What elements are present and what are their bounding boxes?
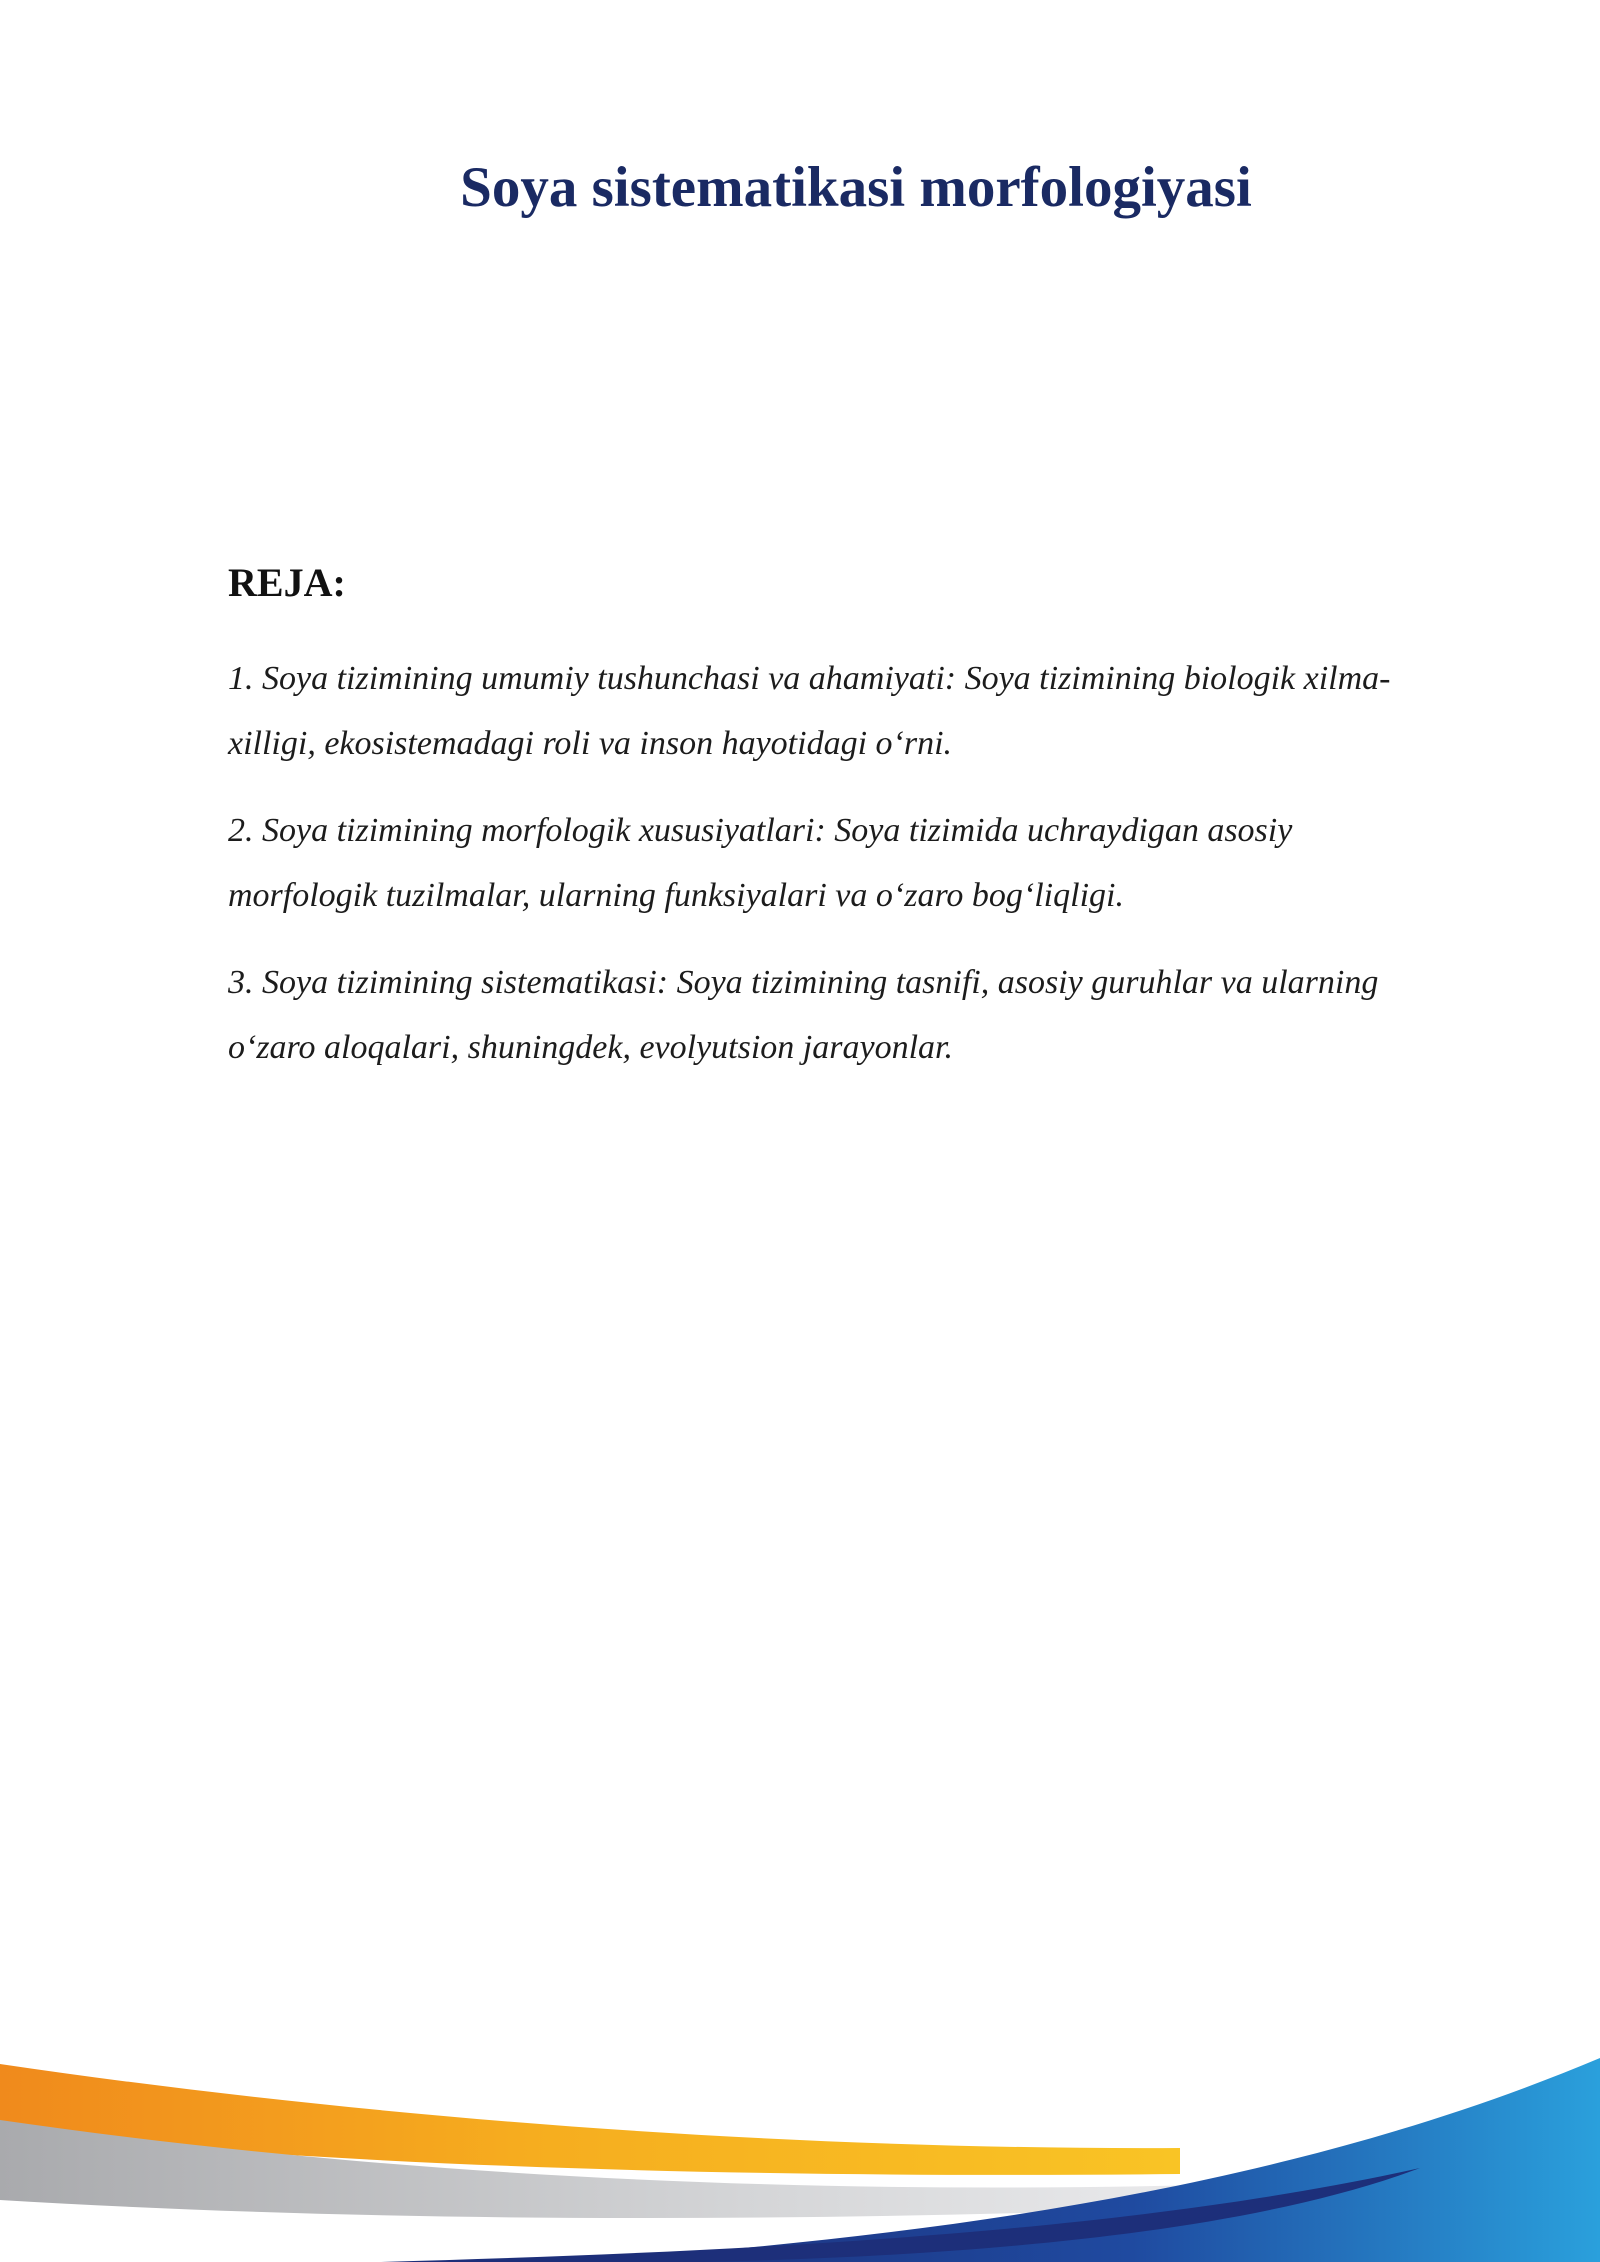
- plan-item-2: 2. Soya tizimining morfologik xususiyatlari: Soya tizimida uchraydigan asosiy morfologik tuzilmalar, ularning funksiyalari va o‘zaro bog‘liqligi.: [228, 812, 1293, 914]
- plan-list: [228, 646, 1408, 1102]
- plan-heading: REJA:: [228, 560, 346, 605]
- footer-wave-decoration: [0, 2000, 1600, 2262]
- plan-item-1: 1. Soya tizimining umumiy tushunchasi va ahamiyati: Soya tizimining biologik xilma-xilligi, ekosistemadagi roli va inson hayotidagi o‘rni.: [228, 660, 1391, 762]
- document-title: Soya sistematikasi morfologiyasi: [460, 156, 1252, 219]
- plan-item-3: 3. Soya tizimining sistematikasi: Soya tizimining tasnifi, asosiy guruhlar va ularning o‘zaro aloqalari, shuningdek, evolyutsion jarayonlar.: [228, 964, 1379, 1066]
